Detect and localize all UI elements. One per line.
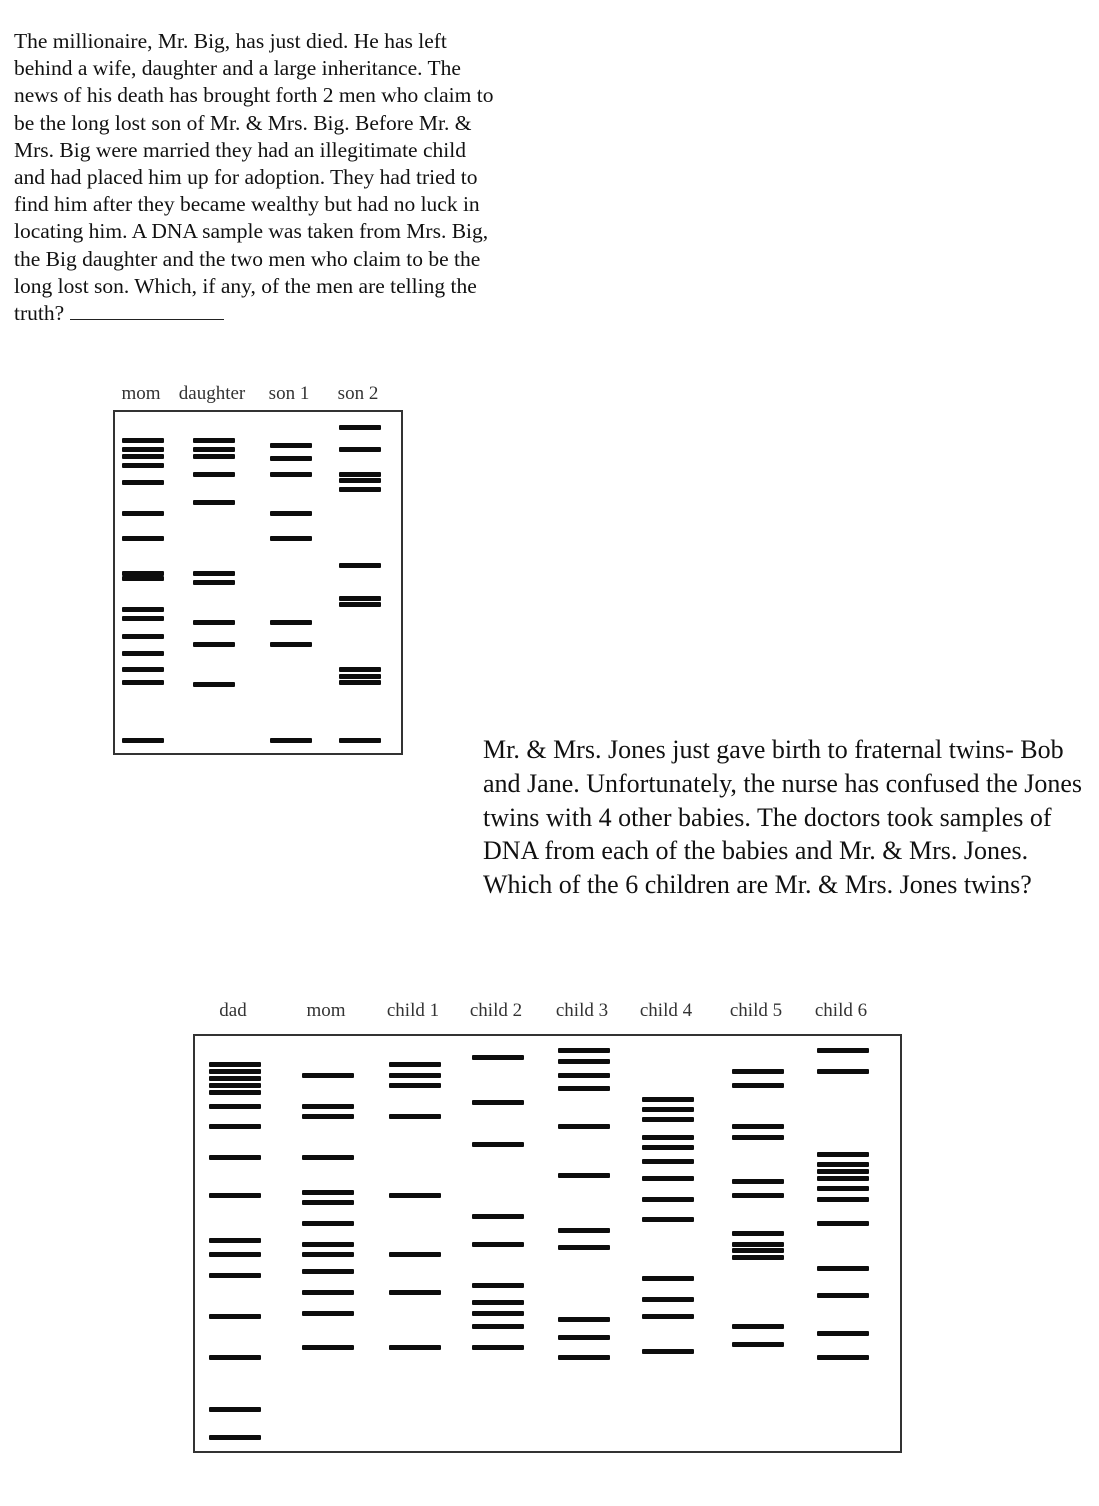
- band-child-4-3: [642, 1117, 694, 1122]
- band-mom-8: [302, 1242, 354, 1247]
- gel-2-box: [193, 1034, 902, 1453]
- band-son-2-5: [339, 487, 381, 492]
- band-mom-2: [122, 447, 164, 452]
- band-child-1-4: [389, 1114, 441, 1119]
- band-son-1-7: [270, 642, 312, 647]
- band-daughter-6: [193, 571, 235, 576]
- band-mom-9: [122, 576, 164, 581]
- band-son-2-12: [339, 738, 381, 743]
- band-child-3-11: [558, 1355, 610, 1360]
- band-child-4-1: [642, 1097, 694, 1102]
- lane-label-dad: dad: [219, 1000, 247, 1021]
- band-child-6-1: [817, 1048, 869, 1053]
- band-son-1-4: [270, 511, 312, 516]
- band-son-2-10: [339, 674, 381, 679]
- band-daughter-3: [193, 454, 235, 459]
- band-mom-3: [302, 1114, 354, 1119]
- band-son-1-1: [270, 443, 312, 448]
- band-child-6-12: [817, 1331, 869, 1336]
- band-child-1-1: [389, 1062, 441, 1067]
- band-child-2-2: [472, 1100, 524, 1105]
- band-child-2-6: [472, 1283, 524, 1288]
- band-child-4-13: [642, 1349, 694, 1354]
- band-dad-3: [209, 1076, 261, 1081]
- band-son-2-4: [339, 478, 381, 483]
- band-daughter-8: [193, 620, 235, 625]
- band-child-6-11: [817, 1293, 869, 1298]
- band-dad-12: [209, 1273, 261, 1278]
- band-child-4-5: [642, 1145, 694, 1150]
- band-child-5-8: [732, 1242, 784, 1247]
- band-child-3-2: [558, 1059, 610, 1064]
- band-child-3-10: [558, 1335, 610, 1340]
- band-child-5-4: [732, 1135, 784, 1140]
- band-dad-15: [209, 1407, 261, 1412]
- band-dad-8: [209, 1155, 261, 1160]
- band-mom-11: [122, 616, 164, 621]
- band-daughter-7: [193, 580, 235, 585]
- band-mom-2: [302, 1104, 354, 1109]
- band-dad-4: [209, 1083, 261, 1088]
- band-child-6-8: [817, 1197, 869, 1202]
- band-daughter-10: [193, 682, 235, 687]
- band-son-1-6: [270, 620, 312, 625]
- band-son-2-8: [339, 602, 381, 607]
- lane-label-child-1: child 1: [386, 1000, 440, 1021]
- band-mom-5: [302, 1190, 354, 1195]
- answer-blank[interactable]: [70, 318, 224, 320]
- band-child-6-10: [817, 1266, 869, 1271]
- lane-label-son-1: son 1: [268, 383, 310, 404]
- band-mom-13: [302, 1345, 354, 1350]
- lane-label-mom: mom: [306, 1000, 346, 1021]
- band-mom-1: [302, 1073, 354, 1078]
- band-son-1-2: [270, 456, 312, 461]
- band-dad-13: [209, 1314, 261, 1319]
- band-child-5-2: [732, 1083, 784, 1088]
- band-child-5-6: [732, 1193, 784, 1198]
- band-daughter-5: [193, 500, 235, 505]
- band-daughter-9: [193, 642, 235, 647]
- band-child-5-11: [732, 1324, 784, 1329]
- band-mom-5: [122, 480, 164, 485]
- band-daughter-1: [193, 438, 235, 443]
- band-child-4-9: [642, 1217, 694, 1222]
- gel-1-box: [113, 410, 403, 755]
- band-mom-14: [122, 667, 164, 672]
- band-son-2-2: [339, 447, 381, 452]
- band-son-2-1: [339, 425, 381, 430]
- band-child-6-3: [817, 1152, 869, 1157]
- band-mom-7: [302, 1221, 354, 1226]
- band-daughter-2: [193, 447, 235, 452]
- band-son-1-5: [270, 536, 312, 541]
- band-child-1-6: [389, 1252, 441, 1257]
- band-mom-12: [122, 634, 164, 639]
- band-child-3-9: [558, 1317, 610, 1322]
- band-child-6-6: [817, 1176, 869, 1181]
- band-child-3-3: [558, 1073, 610, 1078]
- band-child-1-7: [389, 1290, 441, 1295]
- band-mom-4: [302, 1155, 354, 1160]
- band-child-3-8: [558, 1245, 610, 1250]
- band-child-6-9: [817, 1221, 869, 1226]
- band-child-4-11: [642, 1297, 694, 1302]
- band-mom-6: [122, 511, 164, 516]
- problem-2-text: Mr. & Mrs. Jones just gave birth to fraternal twins- Bob and Jane. Unfortunately, the nurse has confused the Jones twins with 4 other babies. The doctors took samples of DNA from each of the babies and Mr. & Mrs. Jones. Which of the 6 children are Mr. & Mrs. Jones twins?: [483, 735, 1083, 900]
- band-mom-4: [122, 463, 164, 468]
- band-child-6-4: [817, 1162, 869, 1167]
- lane-label-child-6: child 6: [814, 1000, 868, 1021]
- band-child-5-10: [732, 1255, 784, 1260]
- band-child-3-1: [558, 1048, 610, 1053]
- band-child-2-8: [472, 1311, 524, 1316]
- band-daughter-4: [193, 472, 235, 477]
- lane-label-child-4: child 4: [639, 1000, 693, 1021]
- lane-label-child-5: child 5: [729, 1000, 783, 1021]
- band-child-6-5: [817, 1169, 869, 1174]
- band-child-4-7: [642, 1176, 694, 1181]
- band-child-5-3: [732, 1124, 784, 1129]
- band-mom-16: [122, 738, 164, 743]
- band-dad-6: [209, 1104, 261, 1109]
- band-dad-9: [209, 1193, 261, 1198]
- band-child-5-1: [732, 1069, 784, 1074]
- band-child-1-2: [389, 1073, 441, 1078]
- band-son-1-3: [270, 472, 312, 477]
- problem-1-text: [14, 28, 494, 327]
- band-dad-7: [209, 1124, 261, 1129]
- band-mom-1: [122, 438, 164, 443]
- band-child-4-6: [642, 1159, 694, 1164]
- band-dad-14: [209, 1355, 261, 1360]
- lane-label-child-3: child 3: [555, 1000, 609, 1021]
- band-child-3-7: [558, 1228, 610, 1233]
- band-mom-15: [122, 680, 164, 685]
- band-child-2-7: [472, 1300, 524, 1305]
- band-child-1-5: [389, 1193, 441, 1198]
- band-mom-10: [122, 607, 164, 612]
- band-child-2-4: [472, 1214, 524, 1219]
- band-child-4-8: [642, 1197, 694, 1202]
- band-child-2-3: [472, 1142, 524, 1147]
- band-child-4-12: [642, 1314, 694, 1319]
- band-child-3-4: [558, 1086, 610, 1091]
- lane-label-mom: mom: [121, 383, 161, 404]
- band-child-4-10: [642, 1276, 694, 1281]
- band-mom-10: [302, 1269, 354, 1274]
- band-dad-16: [209, 1435, 261, 1440]
- band-mom-3: [122, 454, 164, 459]
- band-child-4-2: [642, 1107, 694, 1112]
- band-mom-13: [122, 651, 164, 656]
- band-mom-7: [122, 536, 164, 541]
- band-child-1-3: [389, 1083, 441, 1088]
- band-child-6-13: [817, 1355, 869, 1360]
- band-mom-12: [302, 1311, 354, 1316]
- band-child-6-7: [817, 1186, 869, 1191]
- lane-label-child-2: child 2: [469, 1000, 523, 1021]
- band-child-2-1: [472, 1055, 524, 1060]
- lane-label-son-2: son 2: [337, 383, 379, 404]
- band-child-5-7: [732, 1231, 784, 1236]
- band-child-5-12: [732, 1342, 784, 1347]
- band-son-2-3: [339, 472, 381, 477]
- band-child-3-5: [558, 1124, 610, 1129]
- band-son-2-7: [339, 596, 381, 601]
- band-mom-9: [302, 1252, 354, 1257]
- band-dad-2: [209, 1069, 261, 1074]
- band-child-1-8: [389, 1345, 441, 1350]
- band-dad-1: [209, 1062, 261, 1067]
- band-son-2-6: [339, 563, 381, 568]
- lane-label-daughter: daughter: [178, 383, 246, 404]
- band-child-2-9: [472, 1324, 524, 1329]
- band-child-5-9: [732, 1248, 784, 1253]
- band-son-2-9: [339, 667, 381, 672]
- band-mom-11: [302, 1290, 354, 1295]
- band-child-3-6: [558, 1173, 610, 1178]
- band-child-2-10: [472, 1345, 524, 1350]
- band-mom-6: [302, 1200, 354, 1205]
- band-dad-5: [209, 1090, 261, 1095]
- band-son-2-11: [339, 680, 381, 685]
- band-dad-11: [209, 1252, 261, 1257]
- problem-1-body: The millionaire, Mr. Big, has just died. He has left behind a wife, daughter and a large inheritance. The news of his death has brought forth 2 men who claim to be the long lost son of Mr. & Mrs. Big. Before Mr. & Mrs. Big were married they had an illegitimate child and had placed him up for adoption. They had tried to find him after they became wealthy but had no luck in locating him. A DNA sample was taken from Mrs. Big, the Big daughter and the two men who claim to be the long lost son. Which, if any, of the men are telling the truth?: [14, 29, 494, 326]
- band-child-6-2: [817, 1069, 869, 1074]
- band-child-2-5: [472, 1242, 524, 1247]
- band-child-5-5: [732, 1179, 784, 1184]
- band-child-4-4: [642, 1135, 694, 1140]
- band-son-1-8: [270, 738, 312, 743]
- band-dad-10: [209, 1238, 261, 1243]
